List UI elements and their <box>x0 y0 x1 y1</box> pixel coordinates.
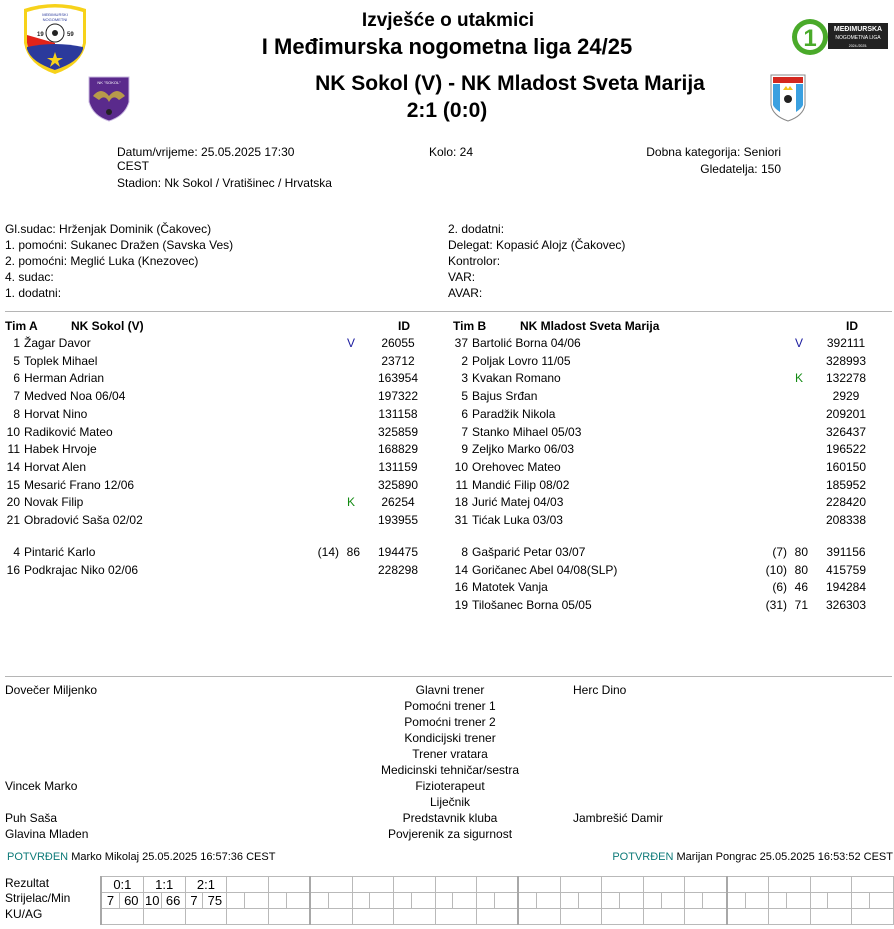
goal-scorer-cell <box>810 893 828 909</box>
player-name: Novak Filip <box>24 495 84 510</box>
home-confirmation-text: Marko Mikolaj 25.05.2025 16:57:36 CEST <box>71 851 276 863</box>
goal-score-cell <box>352 877 393 893</box>
player-row <box>444 441 884 458</box>
player-number: 8 <box>13 406 20 421</box>
own-goal-cell <box>560 909 601 925</box>
goal-minute-cell <box>494 893 518 909</box>
own-goal-cell <box>643 909 684 925</box>
player-name: Poljak Lovro 11/05 <box>472 353 571 368</box>
player-row <box>0 441 436 458</box>
match-round: Kolo: 24 <box>429 145 474 159</box>
player-number: 2 <box>461 353 468 368</box>
player-number: 15 <box>6 477 20 492</box>
captain-flag: K <box>795 371 804 386</box>
player-name: Medved Noa 06/04 <box>24 389 126 404</box>
league-logo-line3: 2024./2025. <box>848 44 868 48</box>
player-row <box>0 353 436 370</box>
goals-own-goal-row <box>101 909 894 925</box>
staff-role: Medicinski tehničar/sestra <box>380 763 520 777</box>
staff-role: Trener vratara <box>412 747 488 761</box>
player-row <box>0 406 436 423</box>
svg-text:NK "SOKOL": NK "SOKOL" <box>97 80 121 85</box>
goal-scorer-cell <box>560 893 578 909</box>
player-name: Stanko Mihael 05/03 <box>472 424 582 439</box>
official-line: 2. dodatni: <box>448 222 505 236</box>
goal-score-cell <box>394 877 435 893</box>
player-row <box>444 459 884 476</box>
player-name: Mesarić Frano 12/06 <box>24 477 135 492</box>
player-name: Herman Adrian <box>24 371 105 386</box>
home-staff-name: Vincek Marko <box>5 779 78 793</box>
goal-score-cell: 1:1 <box>143 877 185 893</box>
divider-officials <box>5 311 892 312</box>
official-line: AVAR: <box>448 286 483 300</box>
official-line: VAR: <box>448 270 476 284</box>
player-number: 31 <box>454 513 468 527</box>
goals-scorer-row <box>101 893 894 909</box>
goal-score-cell: 0:1 <box>101 877 143 893</box>
match-category: Dobna kategorija: Seniori <box>646 145 781 159</box>
goal-scorer-cell <box>435 893 453 909</box>
player-id: 131159 <box>378 459 418 474</box>
player-row <box>444 335 884 352</box>
player-number: 5 <box>13 353 20 368</box>
player-id: 168829 <box>377 442 419 457</box>
match-stadium: Stadion: Nk Sokol / Vratišinec / Hrvatska <box>117 176 332 190</box>
player-name: Tilošanec Borna 05/05 <box>472 598 592 613</box>
player-name: Paradžik Nikola <box>472 406 556 421</box>
goal-score-cell <box>852 877 894 893</box>
captain-flag: K <box>347 495 356 510</box>
svg-text:MEĐIMURSKI: MEĐIMURSKI <box>42 12 68 17</box>
player-number: 14 <box>6 459 20 474</box>
player-id: 209201 <box>825 406 867 421</box>
own-goal-cell <box>685 909 727 925</box>
player-id: 194284 <box>825 580 867 595</box>
goal-score-cell <box>643 877 684 893</box>
player-id: 208338 <box>825 513 867 527</box>
player-id: 185952 <box>825 477 867 492</box>
player-name: Matotek Vanja <box>472 580 548 595</box>
player-id: 326437 <box>825 424 867 439</box>
substitute-row <box>0 544 436 561</box>
player-id: 326303 <box>825 598 867 613</box>
own-goal-cell <box>185 909 227 925</box>
player-row <box>444 477 884 494</box>
player-id: 325859 <box>377 424 419 439</box>
official-line: 1. pomoćni: Sukanec Dražen (Savska Ves) <box>5 238 234 252</box>
player-id: 194475 <box>377 545 419 559</box>
goal-minute-cell: 66 <box>161 893 185 909</box>
goal-score-cell <box>227 877 268 893</box>
player-name: Bartolić Borna 04/06 <box>472 336 581 350</box>
substitution-minute: 80 <box>794 562 808 577</box>
official-line: Gl.sudac: Hrženjak Dominik (Čakovec) <box>5 222 212 236</box>
replaced-player-number: (31) <box>765 598 787 613</box>
player-name: Mandić Filip 08/02 <box>472 477 570 492</box>
own-goal-cell <box>268 909 310 925</box>
player-row <box>444 370 884 387</box>
player-id: 23712 <box>381 353 415 368</box>
player-id: 132278 <box>825 371 867 386</box>
goal-minute-cell: 60 <box>119 893 143 909</box>
player-id: 197322 <box>377 389 419 404</box>
player-id: 26055 <box>381 336 415 350</box>
goal-scorer-cell <box>769 893 787 909</box>
replaced-player-number: (14) <box>317 545 339 559</box>
player-row <box>0 459 436 476</box>
own-goal-cell <box>143 909 185 925</box>
player-id: 196522 <box>825 442 867 457</box>
team-b-name: NK Mladost Sveta Marija <box>520 319 660 333</box>
goal-scorer-cell <box>852 893 870 909</box>
player-number: 10 <box>454 459 468 474</box>
staff-role: Fizioterapeut <box>415 779 485 793</box>
player-number: 16 <box>454 580 468 595</box>
player-row <box>444 353 884 370</box>
team-a-id-header: ID <box>398 319 410 333</box>
player-name: Horvat Alen <box>24 459 87 474</box>
player-row <box>0 335 436 352</box>
goals-scorer-label: Strijelac/Min <box>5 891 71 905</box>
home-staff-name: Puh Saša <box>5 811 58 825</box>
own-goal-cell <box>477 909 519 925</box>
player-name: Pintarić Karlo <box>24 545 96 559</box>
goal-score-cell <box>727 877 769 893</box>
goals-score-label: Rezultat <box>5 876 50 890</box>
official-line: Delegat: Kopasić Alojz (Čakovec) <box>448 238 626 252</box>
goal-minute-cell <box>453 893 477 909</box>
goals-score-row <box>101 877 894 893</box>
player-name: Podkrajac Niko 02/06 <box>24 562 139 577</box>
player-number: 9 <box>461 442 468 457</box>
player-row <box>444 388 884 405</box>
player-number: 19 <box>454 598 468 613</box>
player-number: 7 <box>13 389 20 404</box>
report-title: Izvješće o utakmici <box>361 10 535 31</box>
player-name: Gašparić Petar 03/07 <box>472 545 586 559</box>
goal-scorer-cell: 7 <box>185 893 203 909</box>
goal-score-cell <box>310 877 352 893</box>
player-number: 6 <box>461 406 468 421</box>
substitute-row <box>444 544 884 561</box>
player-number: 11 <box>455 477 468 492</box>
goal-scorer-cell <box>477 893 495 909</box>
away-staff-name: Jambrešić Damir <box>573 811 664 825</box>
goal-minute-cell <box>745 893 769 909</box>
player-id: 325890 <box>377 477 419 492</box>
goal-scorer-cell <box>394 893 412 909</box>
match-title: NK Sokol (V) - NK Mladost Sveta Marija <box>315 72 705 95</box>
player-name: Zeljko Marko 06/03 <box>472 442 575 457</box>
substitution-minute: 86 <box>346 545 360 559</box>
goals-grid <box>100 876 894 925</box>
goal-scorer-cell <box>268 893 286 909</box>
staff-role: Glavni trener <box>415 683 485 697</box>
own-goal-cell <box>394 909 435 925</box>
home-staff-name: Dovečer Miljenko <box>5 683 98 697</box>
goal-minute-cell <box>286 893 310 909</box>
player-number: 10 <box>6 424 20 439</box>
goal-scorer-cell <box>518 893 536 909</box>
staff-role: Povjerenik za sigurnost <box>387 827 513 841</box>
official-line: 4. sudac: <box>5 270 54 284</box>
goal-minute-cell <box>411 893 435 909</box>
goal-minute-cell: 75 <box>203 893 227 909</box>
league-logo-line1: MEĐIMURSKA <box>833 26 883 33</box>
goal-minute-cell <box>328 893 352 909</box>
goal-minute-cell <box>828 893 852 909</box>
goal-scorer-cell: 10 <box>144 893 160 908</box>
player-id: 163954 <box>377 371 419 386</box>
player-name: Obradović Saša 02/02 <box>24 513 143 527</box>
goal-scorer-cell <box>643 893 661 909</box>
player-name: Horvat Nino <box>24 406 88 421</box>
player-row <box>0 512 436 529</box>
goal-minute-cell <box>370 893 394 909</box>
match-datetime: Datum/vrijeme: 25.05.2025 17:30 <box>117 145 295 159</box>
player-number: 11 <box>7 442 20 457</box>
player-number: 1 <box>13 336 20 350</box>
away-staff-name: Herc Dino <box>573 683 627 697</box>
home-staff-name: Glavina Mladen <box>5 827 89 841</box>
player-number: 21 <box>6 513 20 527</box>
league-logo-number: 1 <box>803 25 817 52</box>
away-confirmation <box>612 851 893 863</box>
staff-role: Pomoćni trener 1 <box>404 699 496 713</box>
goal-minute-cell <box>578 893 602 909</box>
own-goal-cell <box>769 909 810 925</box>
goal-minute-cell <box>703 893 727 909</box>
player-id: 2929 <box>832 389 860 404</box>
goalkeeper-flag: V <box>795 336 804 350</box>
substitution-minute: 71 <box>794 598 808 613</box>
player-number: 4 <box>13 545 20 559</box>
team-a-label: Tim A <box>5 319 38 333</box>
goal-scorer-cell <box>310 893 328 909</box>
player-name: Tićak Luka 03/03 <box>472 513 563 527</box>
match-score: 2:1 (0:0) <box>406 99 488 122</box>
replaced-player-number: (6) <box>772 580 787 595</box>
goal-minute-cell <box>245 893 269 909</box>
official-line: 1. dodatni: <box>5 286 62 300</box>
player-number: 20 <box>6 495 20 510</box>
league-title: I Međimurska nogometna liga 24/25 <box>261 34 633 59</box>
replaced-player-number: (10) <box>765 562 787 577</box>
player-id: 391156 <box>826 545 866 559</box>
own-goal-cell <box>810 909 851 925</box>
goal-scorer-cell <box>227 893 245 909</box>
goal-minute-cell <box>620 893 644 909</box>
player-id: 392111 <box>826 336 866 350</box>
goals-own-label: KU/AG <box>5 907 43 921</box>
player-name: Toplek Mihael <box>24 353 98 368</box>
player-number: 14 <box>454 562 468 577</box>
league-logo-line2: NOGOMETNA LIGA <box>835 35 881 41</box>
goal-score-cell <box>685 877 727 893</box>
player-id: 228298 <box>377 562 419 577</box>
player-id: 131158 <box>378 406 418 421</box>
player-row <box>0 388 436 405</box>
goal-score-cell <box>560 877 601 893</box>
svg-text:19: 19 <box>37 32 44 38</box>
staff-role: Liječnik <box>429 795 471 809</box>
goal-score-cell <box>810 877 851 893</box>
match-attendance: Gledatelja: 150 <box>700 162 781 176</box>
player-id: 328993 <box>825 353 867 368</box>
player-row <box>0 477 436 494</box>
goal-scorer-cell <box>602 893 620 909</box>
goal-score-cell <box>435 877 476 893</box>
player-row <box>0 494 436 511</box>
goal-scorer-cell <box>352 893 370 909</box>
goal-score-cell <box>602 877 643 893</box>
player-name: Goričanec Abel 04/08(SLP) <box>472 562 618 577</box>
player-row <box>444 406 884 423</box>
own-goal-cell <box>352 909 393 925</box>
player-name: Habek Hrvoje <box>24 442 97 457</box>
goal-scorer-cell: 7 <box>101 893 119 909</box>
goal-minute-cell <box>786 893 810 909</box>
own-goal-cell <box>518 909 560 925</box>
own-goal-cell <box>727 909 769 925</box>
player-row <box>0 370 436 387</box>
own-goal-cell <box>852 909 894 925</box>
player-number: 7 <box>461 424 468 439</box>
own-goal-cell <box>101 909 143 925</box>
substitution-minute: 80 <box>794 545 808 559</box>
match-timezone: CEST <box>117 159 150 173</box>
player-number: 5 <box>461 389 468 404</box>
player-id: 160150 <box>825 459 867 474</box>
player-row <box>444 512 884 529</box>
substitute-row <box>444 579 884 596</box>
replaced-player-number: (7) <box>772 545 787 559</box>
player-row <box>444 424 884 441</box>
player-name: Radiković Mateo <box>24 424 113 439</box>
team-b-id-header: ID <box>846 319 858 333</box>
goal-score-cell <box>518 877 560 893</box>
player-id: 415759 <box>825 562 867 577</box>
player-number: 18 <box>454 495 468 510</box>
own-goal-cell <box>435 909 476 925</box>
substitution-minute: 46 <box>794 580 808 595</box>
staff-role: Pomoćni trener 2 <box>404 715 496 729</box>
goal-minute-cell <box>537 893 561 909</box>
goal-minute-cell <box>869 893 893 909</box>
substitute-row <box>0 562 436 579</box>
player-id: 228420 <box>825 495 867 510</box>
goal-scorer-cell <box>727 893 745 909</box>
player-name: Orehovec Mateo <box>472 459 561 474</box>
player-id: 26254 <box>381 495 415 510</box>
player-number: 3 <box>461 371 468 386</box>
away-confirmation-text: Marijan Pongrac 25.05.2025 16:53:52 CEST <box>676 851 893 863</box>
away-confirmation-status: POTVRĐEN <box>612 851 674 863</box>
player-number: 6 <box>13 371 20 386</box>
goal-score-cell <box>268 877 310 893</box>
own-goal-cell <box>227 909 268 925</box>
player-name: Kvakan Romano <box>472 371 561 386</box>
staff-role: Kondicijski trener <box>404 731 496 745</box>
svg-text:59: 59 <box>67 32 74 38</box>
own-goal-cell <box>310 909 352 925</box>
player-name: Jurić Matej 04/03 <box>472 495 564 510</box>
goal-score-cell: 2:1 <box>185 877 227 893</box>
staff-role: Predstavnik kluba <box>402 811 498 825</box>
substitute-row <box>444 597 884 614</box>
player-number: 16 <box>6 562 20 577</box>
goalkeeper-flag: V <box>347 336 356 350</box>
home-confirmation <box>7 851 275 863</box>
goal-score-cell <box>769 877 810 893</box>
own-goal-cell <box>602 909 643 925</box>
player-number: 37 <box>454 336 468 350</box>
player-id: 193955 <box>377 513 419 527</box>
player-name: Žagar Davor <box>24 336 91 350</box>
player-number: 8 <box>461 545 468 559</box>
goal-minute-cell <box>661 893 685 909</box>
official-line: 2. pomoćni: Meglić Luka (Knezovec) <box>5 254 199 268</box>
player-row <box>444 494 884 511</box>
goal-score-cell <box>477 877 519 893</box>
team-a-name: NK Sokol (V) <box>71 319 144 333</box>
home-confirmation-status: POTVRĐEN <box>7 851 69 863</box>
player-name: Bajus Srđan <box>472 389 538 404</box>
substitute-row <box>444 562 884 579</box>
team-b-label: Tim B <box>453 319 487 333</box>
player-row <box>0 424 436 441</box>
official-line: Kontrolor: <box>448 254 501 268</box>
goal-scorer-cell <box>685 893 703 909</box>
divider-staff <box>5 676 892 677</box>
svg-text:NOGOMETNI: NOGOMETNI <box>42 17 68 22</box>
